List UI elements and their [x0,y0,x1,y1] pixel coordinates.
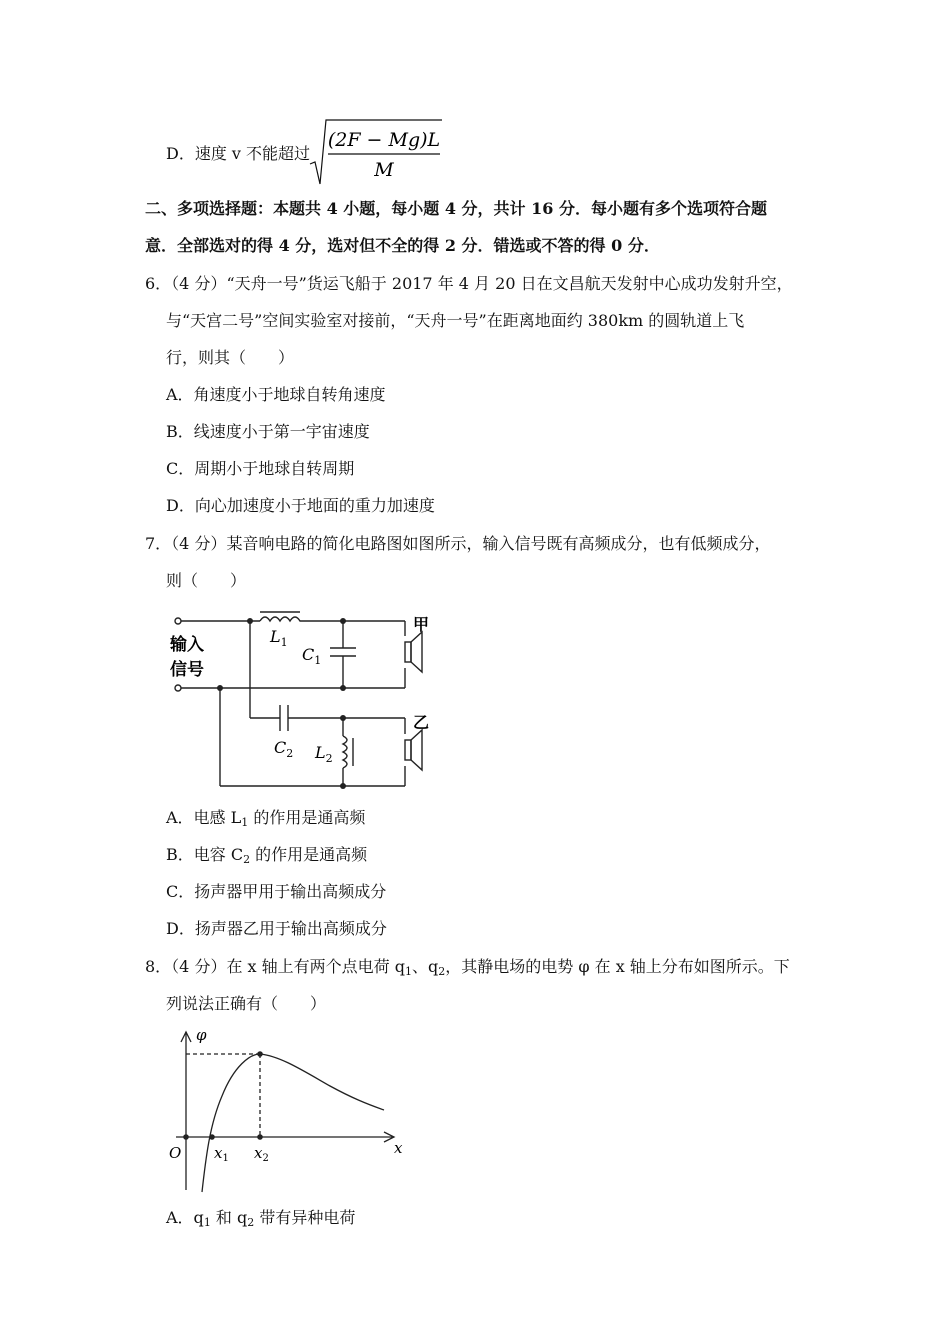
q6-line2: 与“天宫二号”空间实验室对接前，“天舟一号”在距离地面约 380km 的圆轨道上飞 [166,311,745,330]
q6-option-a: A．角速度小于地球自转角速度 [166,385,386,404]
section2-line2: 意．全部选对的得 4 分，选对但不全的得 2 分．错选或不答的得 0 分． [145,236,660,255]
label-l2: $L_2$ [315,743,333,765]
q7-line2: 则（ ） [166,571,247,590]
graph-x-label: x [394,1139,403,1157]
q5-formula-denominator: M [374,159,394,181]
graph-x2-label: $x_2$ [254,1144,269,1164]
label-l1: $L_1$ [270,627,288,649]
q5-option-d [166,144,310,164]
q8-line1: 8．（4 分）在 x 轴上有两个点电荷 $q_1$、$q_2$，其静电场的电势 φ 在 x 轴上分布如图所示。下 [145,957,790,978]
q7-option-a: A．电感 $L_1$ 的作用是通高频 [166,808,366,829]
speaker-a-body [405,642,411,662]
q6-option-c: C．周期小于地球自转周期 [166,459,355,478]
q6-option-b: B．线速度小于第一宇宙速度 [166,422,370,441]
speaker-b-body [405,740,411,760]
circuit-diagram [160,608,445,793]
label-c2: $C_2$ [274,738,294,760]
q5-option-d-text: 速度 v 不能超过 [194,144,311,163]
inductor-l1 [260,617,305,621]
section2-line1: 二、多项选择题：本题共 4 小题，每小题 4 分，共计 16 分．每小题有多个选项符合题 [145,199,767,218]
graph-origin-label: O [169,1144,182,1162]
q5-formula [306,118,446,188]
label-speaker-b: 乙 [413,713,430,732]
q7-option-b: B．电容 $C_2$ 的作用是通高频 [166,845,368,866]
graph-y-label: φ [196,1026,207,1044]
potential-graph [162,1026,412,1196]
q8-option-a: A．$q_1$ 和 $q_2$ 带有异种电荷 [166,1208,356,1229]
input-label-1: 输入 [170,635,204,655]
speaker-a-cone [411,632,422,672]
potential-curve [202,1054,384,1192]
q7-option-d: D．扬声器乙用于输出高频成分 [166,919,387,938]
inductor-l2 [343,736,347,768]
q7-option-c: C．扬声器甲用于输出高频成分 [166,882,387,901]
q6-option-d: D．向心加速度小于地面的重力加速度 [166,496,435,515]
q5-formula-numerator: (2F − Mg)L [327,129,441,151]
label-c1: $C_1$ [302,645,322,667]
q7-line1: 7．（4 分）某音响电路的简化电路图如图所示，输入信号既有高频成分，也有低频成分， [145,534,771,553]
input-terminal-top [175,618,181,624]
graph-x1-label: $x_1$ [214,1144,229,1164]
q5-option-d-label: D． [166,144,195,163]
q6-line1: 6．（4 分）“天舟一号”货运飞船于 2017 年 4 月 20 日在文昌航天发射中心成功发射升空， [145,274,793,293]
speaker-b-cone [411,730,422,770]
label-speaker-a: 甲 [413,615,430,634]
input-terminal-bottom [175,685,181,691]
q6-line3: 行，则其（ ） [166,348,295,367]
input-label-2: 信号 [170,660,204,680]
q8-line2: 列说法正确有（ ） [166,994,327,1013]
